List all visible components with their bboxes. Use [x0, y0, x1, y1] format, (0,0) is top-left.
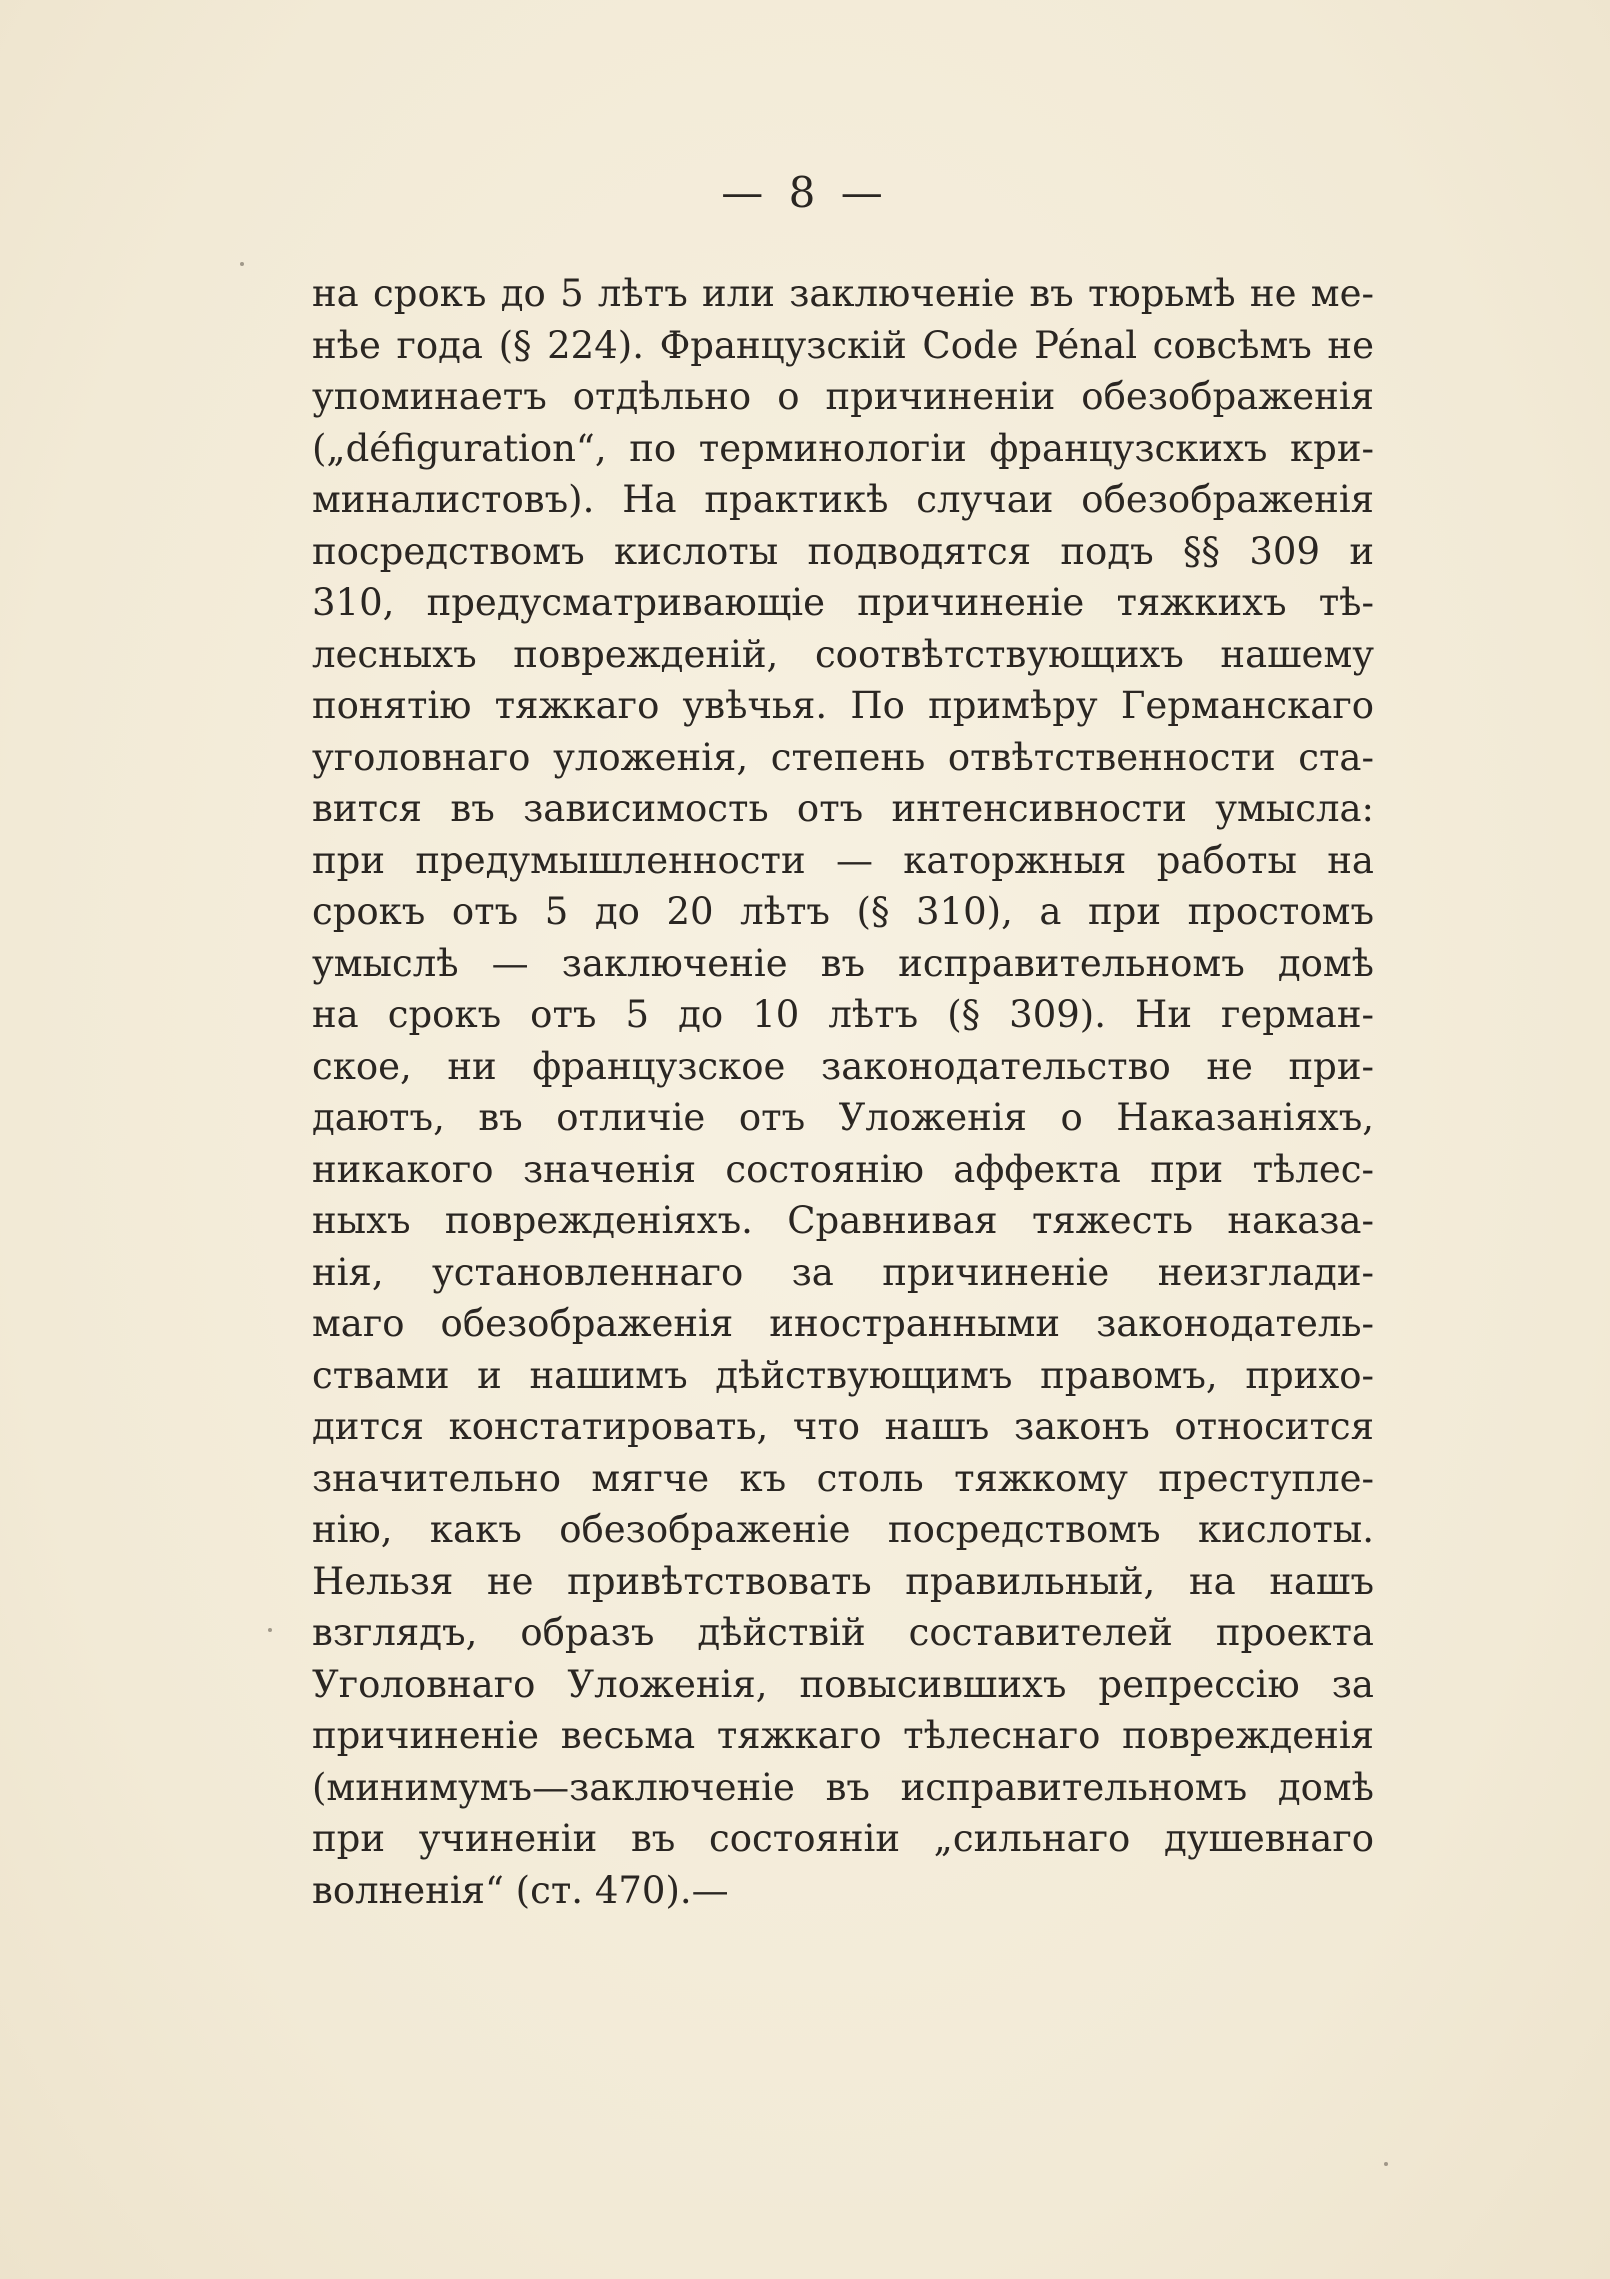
paper-speck: [240, 262, 244, 266]
text-line: причиненіе весьма тяжкаго тѣлеснаго поврежденія: [312, 1714, 1374, 1757]
text-line: упоминаетъ отдѣльно о причиненіи обезображенія: [312, 375, 1374, 418]
text-line: на срокъ отъ 5 до 10 лѣтъ (§ 309). Ни герман-: [312, 993, 1374, 1036]
text-line: на срокъ до 5 лѣтъ или заключеніе въ тюрьмѣ не ме-: [312, 272, 1374, 315]
text-line: уголовнаго уложенія, степень отвѣтственности ста-: [312, 735, 1374, 779]
text-line: („défiguration“, по терминологіи французскихъ кри-: [312, 426, 1374, 470]
text-line: вится въ зависимость отъ интенсивности умысла:: [312, 787, 1374, 830]
paper-speck: [268, 1628, 272, 1632]
text-line: никакого значенія состоянію аффекта при тѣлес-: [312, 1147, 1374, 1191]
text-line: при учиненіи въ состояніи „сильнаго душевнаго: [312, 1817, 1374, 1860]
text-line: Нельзя не привѣтствовать правильный, на нашъ: [312, 1559, 1374, 1603]
text-line: умыслѣ — заключеніе въ исправительномъ домѣ: [312, 941, 1374, 985]
text-line: значительно мягче къ столь тяжкому преступле-: [312, 1456, 1374, 1500]
body-text: [312, 268, 1374, 1916]
text-line: даютъ, въ отличіе отъ Уложенія о Наказаніяхъ,: [312, 1096, 1374, 1139]
text-line: Уголовнаго Уложенія, повысившихъ репрессію за: [312, 1662, 1374, 1706]
text-line: срокъ отъ 5 до 20 лѣтъ (§ 310), а при простомъ: [312, 890, 1374, 933]
text-line: 310, предусматривающіе причиненіе тяжкихъ тѣ-: [312, 581, 1374, 624]
text-line: маго обезображенія иностранными законодатель-: [312, 1302, 1374, 1345]
text-line: взглядъ, образъ дѣйствій составителей проекта: [312, 1611, 1374, 1654]
page-number: — 8 —: [721, 168, 889, 217]
text-line: нія, установленнаго за причиненіе неизглади-: [312, 1250, 1374, 1294]
text-line: дится констатировать, что нашъ законъ относится: [312, 1405, 1374, 1448]
text-line: миналистовъ). На практикѣ случаи обезображенія: [312, 478, 1374, 521]
text-line: ствами и нашимъ дѣйствующимъ правомъ, прихо-: [312, 1353, 1374, 1397]
text-line: лесныхъ поврежденій, соотвѣтствующихъ нашему: [312, 632, 1374, 676]
text-line: нѣе года (§ 224). Французскій Code Pénal совсѣмъ не: [312, 323, 1374, 367]
text-line: (минимумъ—заключеніе въ исправительномъ домѣ: [312, 1765, 1374, 1809]
text-line: при предумышленности — каторжныя работы на: [312, 838, 1374, 882]
paper-speck: [1384, 2162, 1388, 2166]
text-line: ныхъ поврежденіяхъ. Сравнивая тяжесть наказа-: [312, 1199, 1374, 1242]
text-line: ское, ни французское законодательство не при-: [312, 1044, 1374, 1088]
text-line: нію, какъ обезображеніе посредствомъ кислоты.: [312, 1508, 1374, 1551]
text-line: понятію тяжкаго увѣчья. По примѣру Германскаго: [312, 684, 1374, 727]
text-line: посредствомъ кислоты подводятся подъ §§ 309 и: [312, 529, 1374, 573]
text-line-last: волненія“ (ст. 470).—: [312, 1868, 729, 1912]
